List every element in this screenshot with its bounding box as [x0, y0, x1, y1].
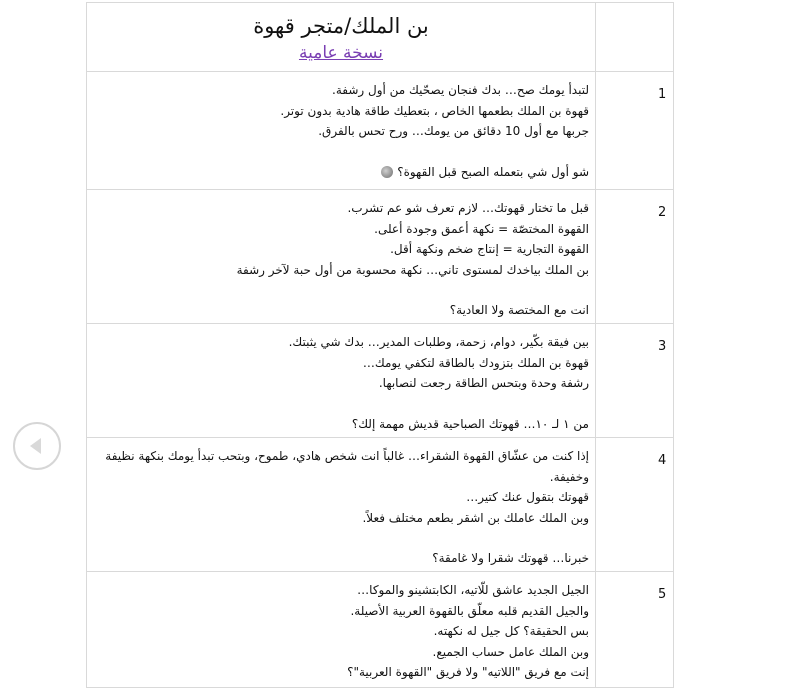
row-number-cell [596, 324, 674, 438]
header-number-cell [596, 3, 674, 72]
post-text-cell [87, 72, 596, 190]
question-line: إنت مع فريق "اللاتيه" ولا فريق "القهوة العربية"؟ [347, 665, 589, 679]
post-text [87, 438, 595, 569]
text-line: القهوة المختصّة = نكهة أعمق وجودة أعلى. [374, 221, 589, 236]
row-number-cell [596, 72, 674, 190]
question-text: شو أول شي بتعمله الصبح قبل القهوة؟ [397, 164, 589, 179]
text-line: وبن الملك عاملك بن اشقر بطعم مختلف فعلاً. [362, 510, 589, 525]
text-line: بس الحقيقة؟ كل جيل له نكهته. [433, 624, 589, 638]
subtitle-link[interactable]: نسخة عامية [298, 43, 384, 63]
text-line: وبن الملك عامل حساب الجميع. [432, 644, 589, 659]
triangle-left-icon [26, 435, 48, 457]
table-row [87, 324, 674, 438]
post-text [87, 72, 595, 182]
text-line: لتبدأ يومك صح… بدك فنجان يصحّيك من أول رشفة. [332, 83, 589, 97]
post-text [87, 324, 595, 434]
row-number: 3 [658, 339, 667, 354]
coffee-bean-emoji-icon [381, 166, 393, 178]
header-cell [87, 3, 596, 72]
question-line: انت مع المختصة ولا العادية؟ [449, 303, 589, 317]
question-line: من ١ لـ ١٠… قهوتك الصباحية قديش مهمة إلك؟ [351, 416, 589, 431]
table-row [87, 572, 674, 688]
post-text-cell [87, 324, 596, 438]
row-number: 1 [658, 87, 667, 102]
header-row [87, 3, 674, 72]
row-number: 2 [658, 205, 667, 220]
table-row [87, 438, 674, 572]
blank-line [93, 394, 589, 414]
post-text-cell [87, 572, 596, 688]
post-text-cell [87, 438, 596, 572]
text-line: قبل ما تختار قهوتك… لازم تعرف شو عم تشرب. [347, 201, 589, 215]
text-line: الجيل الجديد عاشق للّاتيه، الكابتشينو والموكا… [357, 583, 589, 597]
row-number: 4 [658, 453, 667, 468]
text-line: بن الملك بياخدك لمستوى تاني… نكهة محسوبة من أول حبة لآخر رشفة [236, 262, 589, 277]
row-number: 5 [658, 587, 667, 602]
row-number-cell [596, 438, 674, 572]
text-line: جربها مع أول 10 دقائق من يومك… ورح تحس بالفرق. [318, 124, 589, 138]
text-line: القهوة التجارية = إنتاج ضخم ونكهة أقل. [390, 242, 589, 256]
text-line: قهوة بن الملك بطعمها الخاص ، بتعطيك طاقة هادية بدون توتر. [280, 103, 589, 118]
row-number-cell [596, 572, 674, 688]
text-line: إذا كنت من عشّاق القهوة الشقراء… غالباً انت شخص هادي، طموح، وبتحب تبدأ يومك بنكهة نظيفة وخفيفة. [105, 449, 589, 484]
page-title: بن الملك/متجر قهوة [253, 14, 429, 38]
question-line [93, 162, 589, 183]
blank-line [93, 528, 589, 548]
question-line: خبرنا… قهوتك شقرا ولا غامقة؟ [432, 551, 589, 565]
row-number-cell [596, 190, 674, 324]
post-text [87, 190, 595, 321]
previous-page-button[interactable] [13, 422, 61, 470]
table-row [87, 72, 674, 190]
text-line: قهوتك بتقول عنك كتير… [466, 490, 589, 504]
text-line: والجيل القديم قلبه معلّق بالقهوة العربية الأصيلة. [350, 603, 589, 618]
blank-line [93, 280, 589, 300]
text-line: قهوة بن الملك بتزودك بالطاقة لتكفي يومك… [362, 355, 589, 370]
table-row [87, 190, 674, 324]
text-line: رشفة وحدة وبتحس الطاقة رجعت لنصابها. [378, 376, 589, 390]
post-text-cell [87, 190, 596, 324]
text-line: بين فيقة بكّير، دوام، زحمة، وطلبات المدير… بدك شي يثبتك. [288, 335, 589, 349]
blank-line [93, 142, 589, 162]
post-text [87, 572, 595, 683]
document-table [86, 2, 674, 688]
